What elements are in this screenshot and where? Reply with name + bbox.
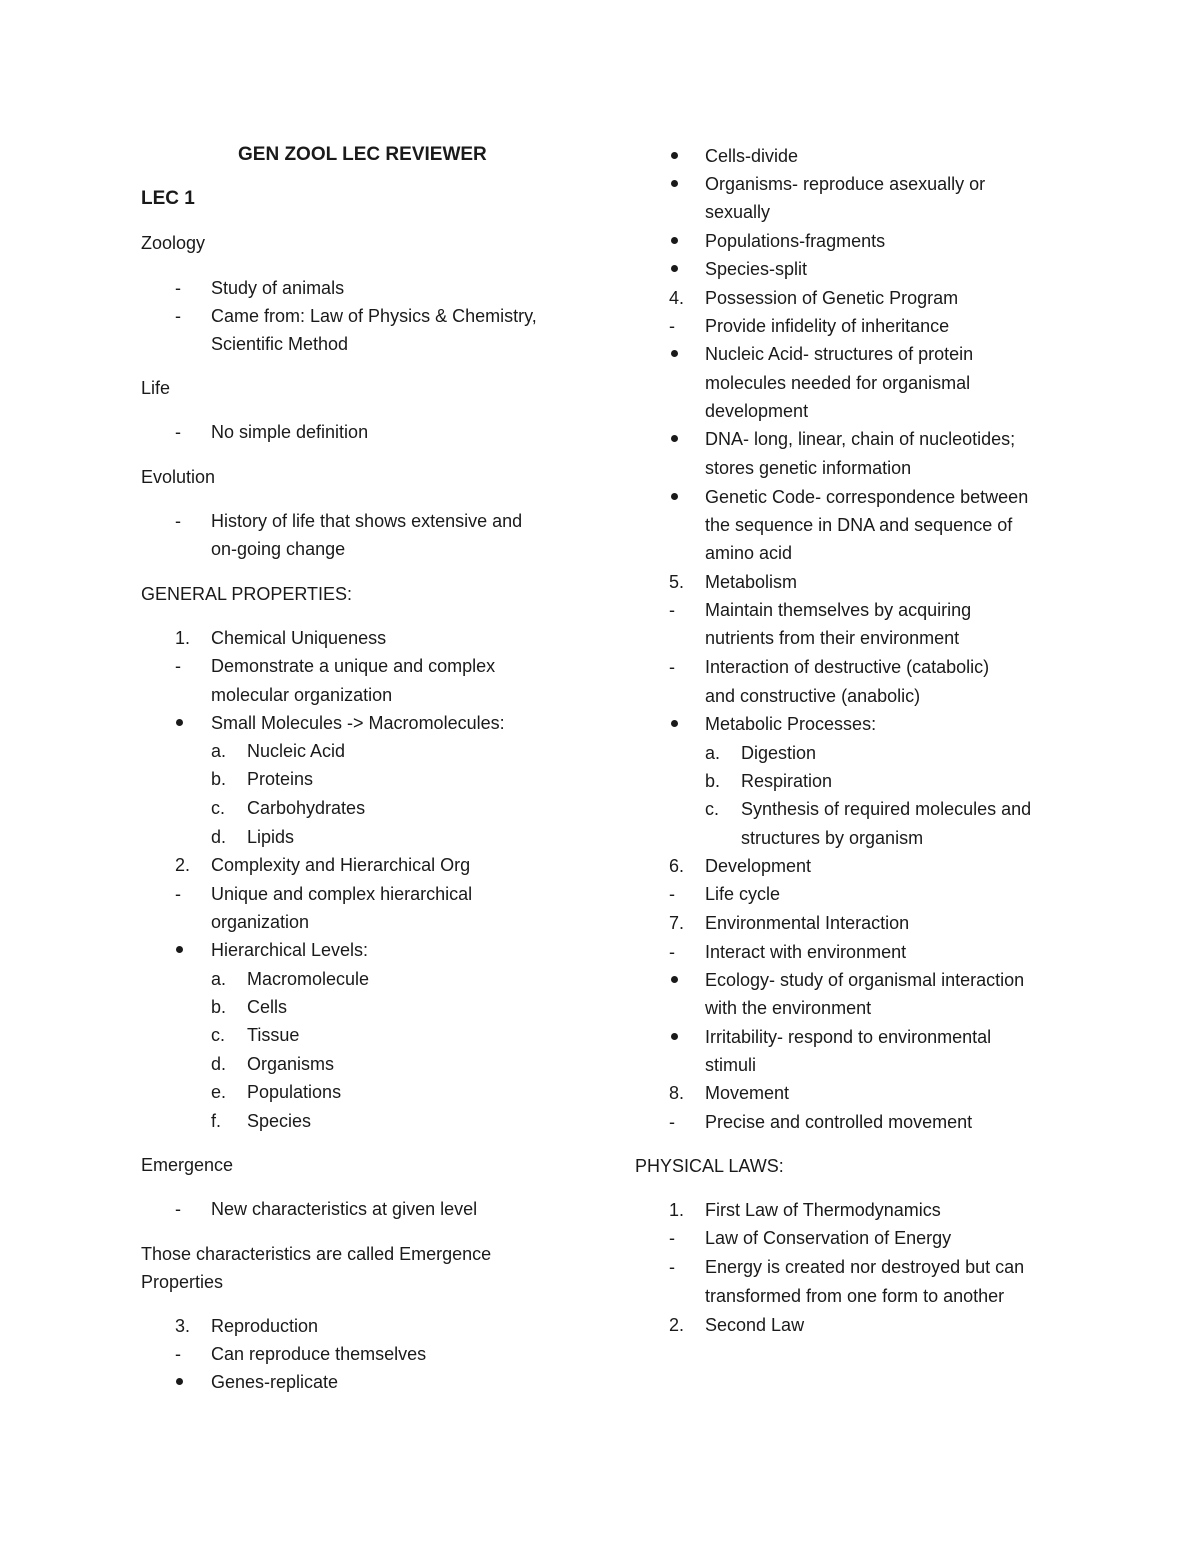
law-title: Second Law — [705, 1315, 805, 1335]
bullet-item: Populations-fragments — [705, 231, 886, 251]
bullet-icon — [671, 720, 678, 727]
bullet-icon — [671, 152, 678, 159]
bullet-item-continued: stores genetic information — [705, 458, 912, 478]
number-marker: 8. — [669, 1083, 685, 1103]
property-title: Development — [705, 856, 812, 876]
letter-marker: f. — [211, 1111, 222, 1131]
bullet-icon — [671, 265, 678, 272]
dash-marker: - — [175, 511, 181, 531]
law-title: First Law of Thermodynamics — [705, 1200, 941, 1220]
letter-marker: a. — [211, 969, 227, 989]
list-item: No simple definition — [211, 422, 369, 442]
bullet-icon — [671, 237, 678, 244]
bullet-item: Hierarchical Levels: — [211, 940, 369, 960]
bullet-item-continued: molecules needed for organismal — [705, 373, 971, 393]
bullet-icon — [671, 493, 678, 500]
list-item-continued: molecular organization — [211, 685, 393, 705]
list-item: Maintain themselves by acquiring — [705, 600, 972, 620]
list-item: Law of Conservation of Energy — [705, 1228, 952, 1248]
bullet-item-continued: the sequence in DNA and sequence of — [705, 515, 1013, 535]
bullet-icon — [671, 435, 678, 442]
property-title: Environmental Interaction — [705, 913, 910, 933]
list-item: Study of animals — [211, 278, 345, 298]
sub-item: Organisms — [247, 1054, 335, 1074]
emergence-note-continued: Properties — [141, 1272, 224, 1292]
bullet-item: Metabolic Processes: — [705, 714, 877, 734]
sub-item: Tissue — [247, 1025, 300, 1045]
sub-item: Macromolecule — [247, 969, 370, 989]
sub-item: Populations — [247, 1082, 342, 1102]
list-item: Provide infidelity of inheritance — [705, 316, 950, 336]
dash-marker: - — [669, 1228, 675, 1248]
number-marker: 1. — [669, 1200, 685, 1220]
bullet-item: Small Molecules -> Macromolecules: — [211, 713, 505, 733]
list-item: Precise and controlled movement — [705, 1112, 973, 1132]
bullet-icon — [671, 350, 678, 357]
letter-marker: e. — [211, 1082, 227, 1102]
dash-marker: - — [175, 884, 181, 904]
emergence-heading: Emergence — [141, 1155, 234, 1175]
sub-item: Carbohydrates — [247, 798, 366, 818]
property-title: Movement — [705, 1083, 790, 1103]
dash-marker: - — [175, 1344, 181, 1364]
number-marker: 4. — [669, 288, 685, 308]
zoology-heading: Zoology — [141, 233, 206, 253]
dash-marker: - — [669, 316, 675, 336]
letter-marker: c. — [211, 1025, 226, 1045]
sub-item: Synthesis of required molecules and — [741, 799, 1032, 819]
bullet-item-continued: with the environment — [705, 998, 872, 1018]
dash-marker: - — [175, 422, 181, 442]
bullet-item: Genetic Code- correspondence between — [705, 487, 1029, 507]
list-item-continued: and constructive (anabolic) — [705, 686, 921, 706]
property-title: Reproduction — [211, 1316, 319, 1336]
list-item: Demonstrate a unique and complex — [211, 656, 496, 676]
emergence-note: Those characteristics are called Emergence — [141, 1244, 492, 1264]
list-item-continued: on-going change — [211, 539, 346, 559]
letter-marker: d. — [211, 827, 227, 847]
bullet-item: Species-split — [705, 259, 808, 279]
bullet-item-continued: sexually — [705, 202, 771, 222]
sub-item: Nucleic Acid — [247, 741, 346, 761]
letter-marker: b. — [705, 771, 721, 791]
general-properties-heading: GENERAL PROPERTIES: — [141, 584, 353, 604]
letter-marker: b. — [211, 997, 227, 1017]
number-marker: 1. — [175, 628, 191, 648]
list-item: Unique and complex hierarchical — [211, 884, 473, 904]
dash-marker: - — [175, 656, 181, 676]
property-title: Metabolism — [705, 572, 798, 592]
property-title: Possession of Genetic Program — [705, 288, 959, 308]
property-title: Complexity and Hierarchical Org — [211, 855, 471, 875]
bullet-item: Nucleic Acid- structures of protein — [705, 344, 974, 364]
bullet-item: Irritability- respond to environmental — [705, 1027, 992, 1047]
dash-marker: - — [669, 1112, 675, 1132]
sub-item: Cells — [247, 997, 288, 1017]
letter-marker: d. — [211, 1054, 227, 1074]
bullet-item: DNA- long, linear, chain of nucleotides; — [705, 429, 1016, 449]
bullet-item-continued: stimuli — [705, 1055, 757, 1075]
number-marker: 3. — [175, 1316, 191, 1336]
dash-marker: - — [669, 657, 675, 677]
evolution-heading: Evolution — [141, 467, 216, 487]
letter-marker: b. — [211, 769, 227, 789]
letter-marker: c. — [705, 799, 720, 819]
property-title: Chemical Uniqueness — [211, 628, 387, 648]
list-item: Energy is created nor destroyed but can — [705, 1257, 1025, 1277]
physical-laws-heading: PHYSICAL LAWS: — [635, 1156, 784, 1176]
sub-item: Respiration — [741, 771, 833, 791]
list-item-continued: transformed from one form to another — [705, 1286, 1005, 1306]
dash-marker: - — [669, 1257, 675, 1277]
letter-marker: a. — [705, 743, 721, 763]
bullet-item: Genes-replicate — [211, 1372, 339, 1392]
number-marker: 6. — [669, 856, 685, 876]
sub-item: Species — [247, 1111, 312, 1131]
dash-marker: - — [175, 306, 181, 326]
bullet-icon — [671, 1033, 678, 1040]
list-item: Can reproduce themselves — [211, 1344, 427, 1364]
list-item: Came from: Law of Physics & Chemistry, — [211, 306, 537, 326]
list-item: New characteristics at given level — [211, 1199, 478, 1219]
bullet-item: Ecology- study of organismal interaction — [705, 970, 1025, 990]
number-marker: 2. — [669, 1315, 685, 1335]
sub-item-continued: structures by organism — [741, 828, 924, 848]
dash-marker: - — [175, 1199, 181, 1219]
number-marker: 7. — [669, 913, 685, 933]
list-item: Life cycle — [705, 884, 781, 904]
list-item-continued: organization — [211, 912, 310, 932]
bullet-icon — [671, 976, 678, 983]
list-item: Interaction of destructive (catabolic) — [705, 657, 990, 677]
number-marker: 2. — [175, 855, 191, 875]
sub-item: Digestion — [741, 743, 817, 763]
list-item-continued: Scientific Method — [211, 334, 349, 354]
list-item-continued: nutrients from their environment — [705, 628, 960, 648]
sub-item: Lipids — [247, 827, 295, 847]
bullet-item: Organisms- reproduce asexually or — [705, 174, 986, 194]
number-marker: 5. — [669, 572, 685, 592]
letter-marker: c. — [211, 798, 226, 818]
lecture-heading: LEC 1 — [141, 188, 195, 209]
list-item: Interact with environment — [705, 942, 907, 962]
dash-marker: - — [669, 942, 675, 962]
life-heading: Life — [141, 378, 171, 398]
document-title: GEN ZOOL LEC REVIEWER — [238, 144, 487, 165]
sub-item: Proteins — [247, 769, 314, 789]
list-item: History of life that shows extensive and — [211, 511, 523, 531]
dash-marker: - — [175, 278, 181, 298]
letter-marker: a. — [211, 741, 227, 761]
bullet-item-continued: amino acid — [705, 543, 793, 563]
bullet-item: Cells-divide — [705, 146, 799, 166]
bullet-item-continued: development — [705, 401, 809, 421]
dash-marker: - — [669, 884, 675, 904]
dash-marker: - — [669, 600, 675, 620]
bullet-icon — [671, 180, 678, 187]
